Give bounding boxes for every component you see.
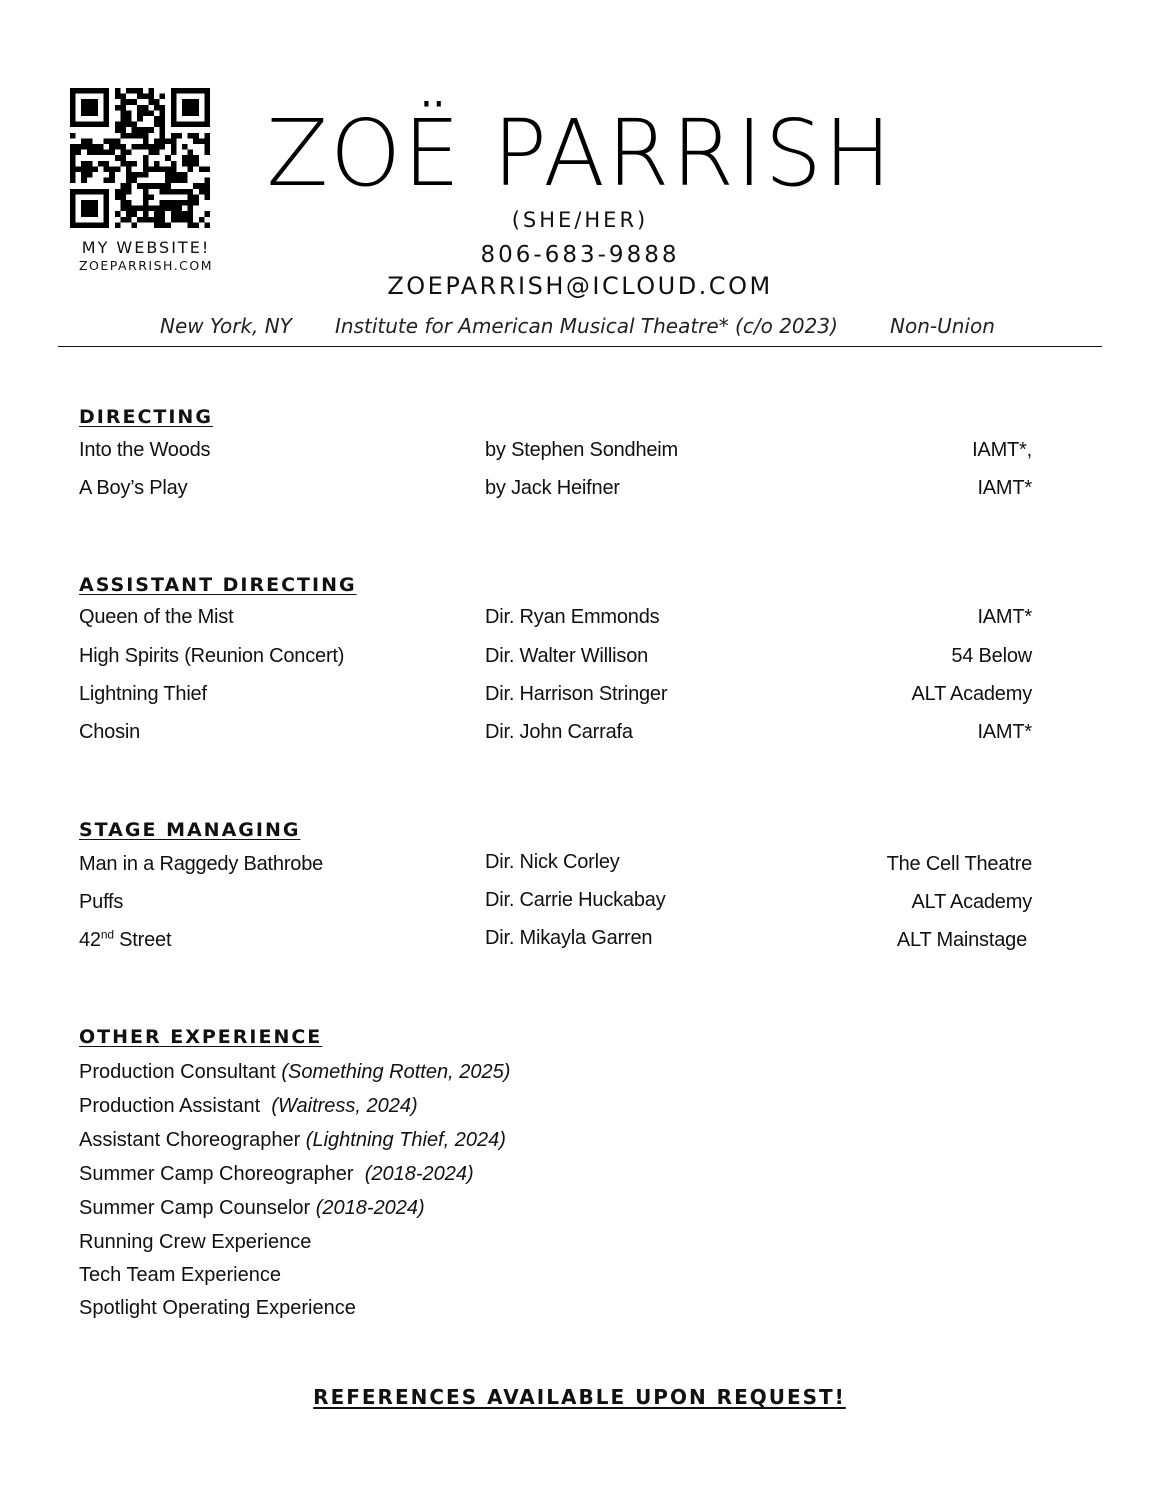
qr-code-icon[interactable] (70, 88, 210, 228)
table-row (0, 683, 1159, 713)
role: Production Consultant (79, 1061, 282, 1083)
role-detail: (Something Rotten, 2025) (281, 1061, 511, 1083)
role: Assistant Choreographer (79, 1129, 306, 1151)
show-title: Queen of the Mist (79, 606, 234, 628)
table-row (0, 606, 1159, 636)
table-row (0, 927, 1159, 957)
page-title: ZOË PARRISH (266, 100, 894, 207)
venue: IAMT* (977, 721, 1032, 743)
role-detail: (Lightning Thief, 2024) (305, 1129, 506, 1151)
table-row (0, 889, 1159, 919)
credit: by Jack Heifner (485, 477, 620, 499)
role: Spotlight Operating Experience (79, 1297, 356, 1319)
location: New York, NY (160, 314, 292, 338)
credit: Dir. Mikayla Garren (485, 927, 653, 949)
section-heading-directing: DIRECTING (79, 406, 213, 428)
pronouns: (SHE/HER) (511, 208, 649, 232)
list-item (79, 1297, 356, 1320)
show-title: Chosin (79, 721, 141, 743)
credit: Dir. Nick Corley (485, 851, 620, 873)
qr-label: MY WEBSITE! (81, 238, 211, 257)
show-number: 42 (79, 929, 101, 951)
references-note: REFERENCES AVAILABLE UPON REQUEST! (313, 1385, 846, 1409)
table-row (0, 645, 1159, 675)
list-item (79, 1197, 425, 1220)
ordinal-suffix: nd (100, 927, 114, 942)
credit: Dir. Ryan Emmonds (485, 606, 660, 628)
table-row (0, 439, 1159, 469)
show-title: A Boy’s Play (79, 477, 188, 499)
venue: ALT Academy (911, 891, 1032, 913)
show-title (79, 929, 171, 952)
credit: Dir. Carrie Huckabay (485, 889, 666, 911)
website-link[interactable]: ZOEPARRISH.COM (78, 258, 214, 273)
venue: 54 Below (951, 645, 1032, 667)
list-item (79, 1095, 418, 1118)
table-row (0, 851, 1159, 881)
venue: IAMT*, (972, 439, 1032, 461)
list-item (79, 1264, 281, 1287)
table-row (0, 477, 1159, 507)
phone-number[interactable]: 806-683-9888 (480, 242, 680, 268)
credit: Dir. John Carrafa (485, 721, 633, 743)
email-address[interactable]: ZOEPARRISH@ICLOUD.COM (387, 272, 773, 300)
role-detail: (2018-2024) (315, 1197, 425, 1219)
list-item (79, 1231, 311, 1254)
role: Summer Camp Counselor (79, 1197, 316, 1219)
show-title: High Spirits (Reunion Concert) (79, 645, 345, 667)
show-title: Into the Woods (79, 439, 211, 461)
role: Tech Team Experience (79, 1264, 281, 1286)
venue: The Cell Theatre (886, 853, 1032, 875)
list-item (79, 1129, 506, 1152)
school: Institute for American Musical Theatre* (c/o 2023) (335, 314, 838, 338)
show-title: Puffs (79, 891, 124, 913)
venue: IAMT* (977, 477, 1032, 499)
qr-caption (70, 238, 222, 274)
section-heading-other-experience: OTHER EXPERIENCE (79, 1026, 323, 1048)
venue: ALT Academy (911, 683, 1032, 705)
show-title: Lightning Thief (79, 683, 207, 705)
list-item (79, 1163, 474, 1186)
role: Running Crew Experience (79, 1231, 312, 1253)
show-rest: Street (113, 929, 172, 951)
role-detail: (Waitress, 2024) (271, 1095, 418, 1117)
role-detail: (2018-2024) (364, 1163, 474, 1185)
union-status: Non-Union (890, 314, 995, 338)
credit: Dir. Harrison Stringer (485, 683, 668, 705)
list-item (79, 1061, 510, 1084)
section-heading-assistant-directing: ASSISTANT DIRECTING (79, 574, 357, 596)
venue: ALT Mainstage (896, 929, 1027, 951)
header-divider (58, 346, 1102, 347)
table-row (0, 721, 1159, 751)
credit: Dir. Walter Willison (485, 645, 649, 667)
venue: IAMT* (977, 606, 1032, 628)
show-title: Man in a Raggedy Bathrobe (79, 853, 324, 875)
role: Summer Camp Choreographer (79, 1163, 365, 1185)
role: Production Assistant (79, 1095, 272, 1117)
section-heading-stage-managing: STAGE MANAGING (79, 819, 301, 841)
credit: by Stephen Sondheim (485, 439, 679, 461)
